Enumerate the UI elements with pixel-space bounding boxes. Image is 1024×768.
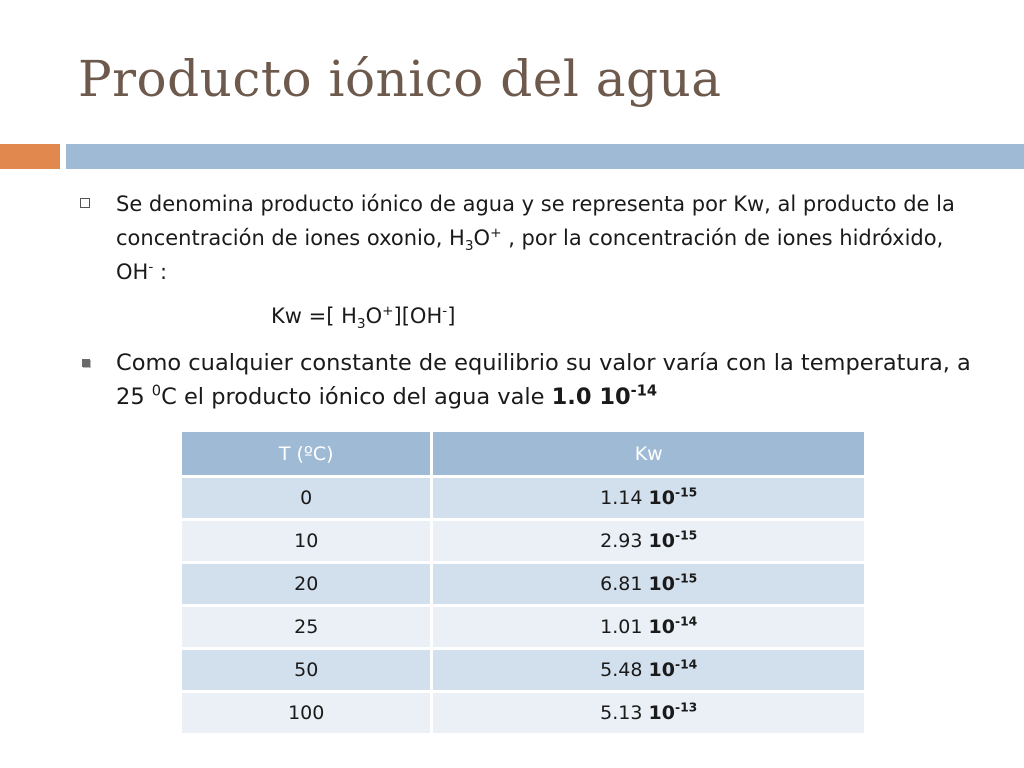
table-header-row [182,432,864,477]
kw-mantissa: 5.13 [600,702,649,724]
slide-title: Producto iónico del agua [78,50,722,108]
header-temperature: T (ºC) [182,432,432,477]
kw-exponent: -14 [630,382,658,400]
kw-mantissa: 5.48 [600,659,649,681]
kw-mantissa: 6.81 [600,573,649,595]
superscript: 0 [151,382,162,400]
cell-kw [432,606,864,649]
kw-exp: -15 [674,485,698,500]
cell-temperature: 20 [182,563,432,606]
cell-temperature: 0 [182,477,432,520]
kw-exp: -14 [674,657,698,672]
cell-temperature: 100 [182,692,432,734]
kw-base: 10 [648,530,675,552]
kw-base: 10 [648,659,675,681]
table-row [182,563,864,606]
superscript: - [148,259,154,275]
kw-exp: -13 [674,700,698,715]
superscript: - [442,303,448,319]
kw-value: 1.0 10 [551,384,631,410]
bullet-temperature [116,346,996,414]
filled-square-bullet-icon [82,359,90,367]
bullet-text: , por la concentración de iones hidróxido, OH [116,226,944,284]
table-row [182,606,864,649]
kw-base: 10 [648,616,675,638]
formula-text: O [365,304,383,328]
cell-kw [432,520,864,563]
kw-temperature-table [182,432,864,733]
accent-bar-orange [0,144,60,169]
bullet-definition [116,187,976,289]
kw-formula [271,299,455,333]
bullet-text: C el producto iónico del agua vale [161,384,552,410]
kw-base: 10 [648,702,675,724]
superscript: + [382,303,394,319]
kw-exp: -15 [674,571,698,586]
formula-text: ][OH [393,304,443,328]
kw-mantissa: 1.01 [600,616,649,638]
table-row [182,520,864,563]
table-row [182,649,864,692]
kw-mantissa: 1.14 [600,487,649,509]
square-bullet-icon [80,198,90,208]
superscript: + [490,225,502,241]
subscript: 3 [356,316,366,333]
kw-mantissa: 2.93 [600,530,649,552]
bullet-text: : [153,260,168,284]
formula-text: Kw =[ H [271,304,357,328]
cell-kw [432,563,864,606]
cell-temperature: 50 [182,649,432,692]
kw-exp: -15 [674,528,698,543]
accent-bar-blue [66,144,1024,169]
kw-exp: -14 [674,614,698,629]
kw-base: 10 [648,487,675,509]
bullet-text: Como cualquier constante de equilibrio su valor varía con la temperatura, a 25 [116,350,971,410]
cell-kw [432,692,864,734]
cell-kw [432,477,864,520]
header-kw: Kw [432,432,864,477]
cell-kw [432,649,864,692]
kw-base: 10 [648,573,675,595]
table-row [182,477,864,520]
subscript: 3 [464,238,474,255]
bullet-text: Se denomina producto iónico de agua y se representa por Kw, al producto de la concentración de iones oxonio, H [116,192,955,250]
bullet-text: O [473,226,491,250]
cell-temperature: 10 [182,520,432,563]
formula-text: ] [447,304,456,328]
table-row [182,692,864,734]
cell-temperature: 25 [182,606,432,649]
